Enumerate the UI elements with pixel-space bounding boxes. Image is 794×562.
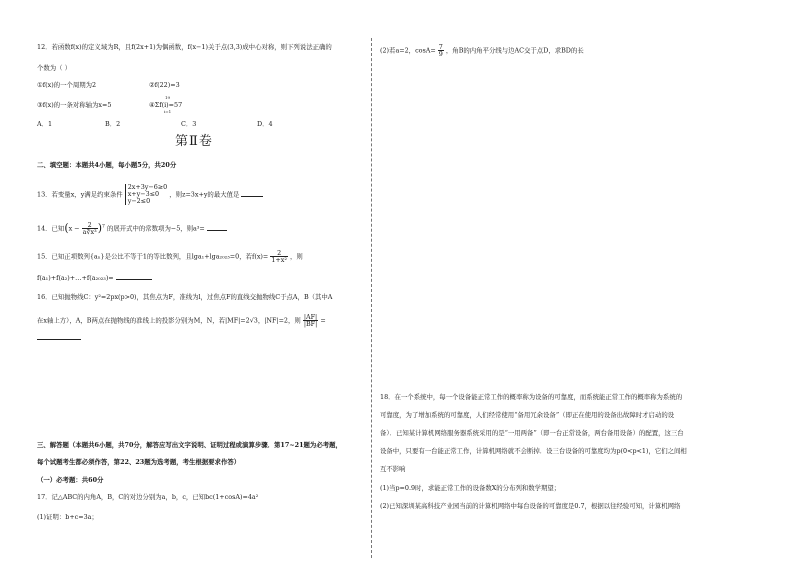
q16-frac-num: |AF| <box>303 313 318 321</box>
q14-fraction <box>82 222 98 235</box>
q12-stem-line1: 12．若函数f(x)的定义域为R，且f(2x+1)为偶函数，f(x−1)关于点(3,3)成中心对称，则下列说法正确的 <box>37 43 332 51</box>
q13-suffix: ，则z=3x+y的最大值是 <box>169 190 240 199</box>
q18-line-4: 设备中，只要有一台能正常工作，计算机网络就不会断掉．设三台设备的可靠度均为p(0<p<1)，它们之间相 <box>380 447 687 455</box>
q14-frac-num: 2 <box>82 222 98 229</box>
sum-upper-limit: 19 <box>165 95 171 100</box>
q18-line-3: 备）．已知某计算机网络服务器系统采用的是“一用两备”（即一台正常设备，两台备用设备）的配置，这三台 <box>380 429 684 437</box>
q16-line2 <box>37 314 326 327</box>
q15-line1-prefix: 15．已知正项数列{aₙ}是公比不等于1的等比数列，且lga₁+lga₂₀₂₃=0，若f(x)= <box>37 252 269 261</box>
q16-answer-line <box>37 333 81 342</box>
q14-power: 7 <box>102 224 105 230</box>
part-2-title: 第Ⅱ卷 <box>175 134 213 149</box>
q13-prefix: 13．若变量x，y满足约束条件 <box>37 190 123 199</box>
q18-line-5: 互不影响 <box>380 465 406 473</box>
q16-answer-blank[interactable] <box>37 333 81 340</box>
required-questions-header: （一）必考题：共60分 <box>37 476 104 484</box>
cos-frac-den: 9 <box>438 50 443 58</box>
sum-lower-limit: i=1 <box>164 109 172 114</box>
answer-section-header-2: 每个试题考生都必须作答，第22、23题为选考题，考生根据要求作答） <box>37 458 241 466</box>
q16-line1: 16．已知抛物线C：y²=2px(p>0)，其焦点为F，准线为l，过焦点F的直线交抛物线C于点A，B（其中A <box>37 293 333 301</box>
q15-line1-suffix: ，则 <box>289 252 303 261</box>
q12-option-3: ③f(x)的一条对称轴为x=5 <box>37 101 112 109</box>
q15-line2-text: f(a₁)+f(a₂)+…+f(a₂₀₂₃)= <box>37 274 114 282</box>
q14-line: 14．已知(x − $\frac{2}{\text{a∜x³}}$ )$^7$ 的展开式中的常数项为−5，则a³= <box>37 222 227 235</box>
q17-part2-line <box>380 44 584 57</box>
q13-answer-blank[interactable] <box>241 190 263 197</box>
q16-frac-den: |BF| <box>303 320 318 328</box>
q18-part1: (1)当p=0.9时，求能正常工作的设备数X的分布列和数学期望； <box>380 484 561 492</box>
column-divider <box>371 38 372 558</box>
cos-frac-num: 7 <box>438 43 443 51</box>
q12-choice-d: D．4 <box>257 120 273 128</box>
q12-stem-line2: 个数为（ ） <box>37 64 71 72</box>
q15-line2 <box>37 273 152 282</box>
q15-frac-num: 2 <box>270 250 288 257</box>
q13-constraint-3: y−2≤0 <box>127 197 151 205</box>
q15-answer-blank[interactable] <box>116 273 152 280</box>
q18-line-2: 可靠度，为了增加系统的可靠度，人们经常使用“备用冗余设备”（即正在使用的设备出故障时才启动的设 <box>380 411 675 419</box>
q14-prefix: 14．已知 <box>37 224 65 233</box>
q16-fraction <box>303 314 318 327</box>
q14-expr-lead: x − <box>68 224 80 233</box>
q14-answer-blank[interactable] <box>207 224 227 231</box>
q12-option-1: ①f(x)的一个周期为2 <box>37 81 97 89</box>
q16-line2-suffix: = <box>320 316 326 325</box>
q13-line <box>37 184 263 205</box>
answer-section-header: 三、解答题（本题共6小题，共70分，解答应写出文字说明、证明过程或演算步骤．第17~21题为必考题， <box>37 441 342 449</box>
q18-line-1: 18．在一个系统中，每一个设备能正常工作的概率称为设备的可靠度，而系统能正常工作的概率称为系统的 <box>380 393 683 401</box>
q13-constraint-2: x+y−3≤0 <box>127 190 160 198</box>
q12-choice-a: A．1 <box>37 120 53 128</box>
q12-choice-b: B．2 <box>105 120 121 128</box>
cos-fraction <box>438 44 444 57</box>
q12-option-2: ②f(22)=3 <box>149 81 180 89</box>
q12-choice-c: C．3 <box>181 120 197 128</box>
q14-frac-den: a∜x³ <box>82 228 97 236</box>
q17-line1: 17．记△ABC的内角A，B，C的对边分别为a，b，c，已知bc(1+cosA)=4a² <box>37 493 259 501</box>
fill-in-header: 二、填空题：本题共4小题，每小题5分，共20分 <box>37 161 177 169</box>
q15-line1 <box>37 250 303 263</box>
q15-frac-den: 1+x² <box>271 256 287 264</box>
q16-line2-prefix: 在x轴上方），A，B两点在抛物线的准线上的投影分别为M，N，若|MF|=2√3，|NF|=2，则 <box>37 316 301 325</box>
q15-fraction <box>270 250 288 263</box>
q12-option-4 <box>149 101 182 109</box>
q17-part2-suffix: ，角B的内角平分线与边AC交于点D，求BD的长 <box>445 46 584 55</box>
q17-line2: (1)证明：b+c=3a； <box>37 513 98 521</box>
q18-part2: (2)已知深圳某高科技产业园当前的计算机网络中每台设备的可靠度是0.7，根据以往经验可知，计算机网络 <box>380 502 681 510</box>
q17-part2-prefix: (2)若a=2，cosA= <box>380 46 436 55</box>
q12-option-4-text: ④Σf(i)=57 <box>149 101 183 109</box>
q13-constraint-system <box>125 184 168 205</box>
q14-suffix: 的展开式中的常数项为−5，则a³= <box>106 224 205 233</box>
q13-constraint-1: 2x+3y−6≥0 <box>127 183 168 191</box>
